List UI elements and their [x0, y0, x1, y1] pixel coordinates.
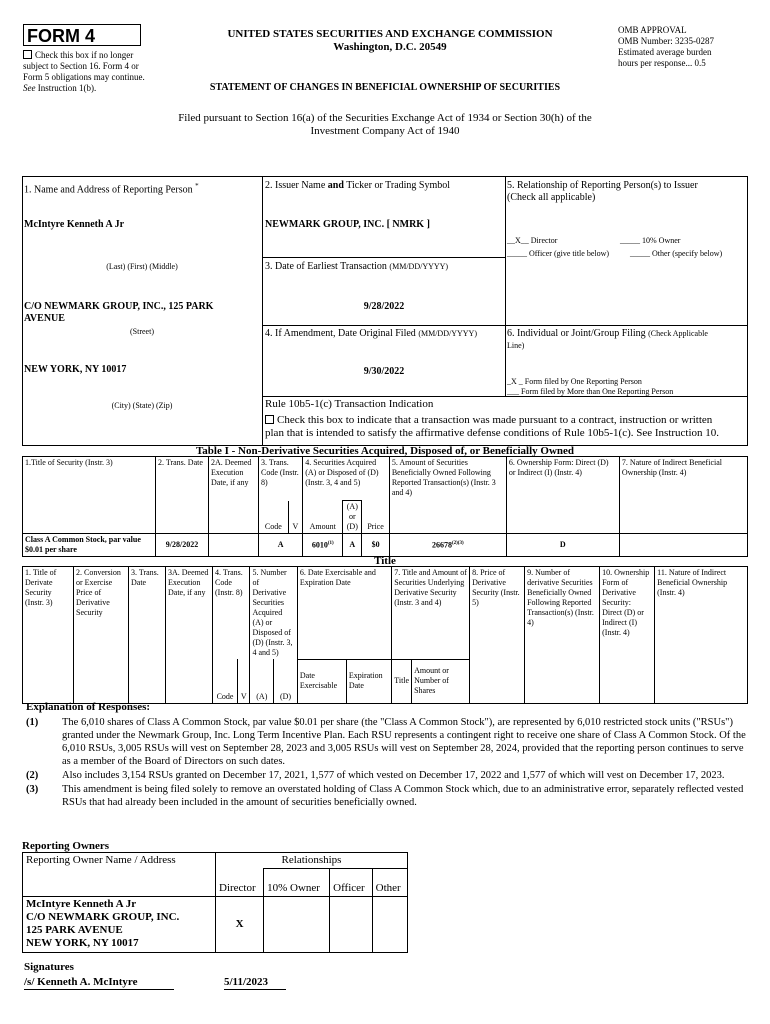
table1-title: Table I - Non-Derivative Securities Acquired, Disposed of, or Beneficially Owned — [195, 445, 575, 457]
table2 — [22, 566, 748, 704]
form-title-box — [23, 24, 141, 46]
rule-10b5-title: Rule 10b5-1(c) Transaction Indication — [265, 398, 434, 410]
box4-label: 4. If Amendment, Date Original Filed (MM/DD/YYYY) — [265, 328, 477, 339]
table2-title: Title — [374, 555, 396, 567]
t1-row-owned: $26678^{(2)(3)}$ — [389, 534, 506, 557]
t1-h2a: 2A. Deemed Execution Date, if any — [209, 457, 259, 534]
reporting-person-city: NEW YORK, NY 10017 — [24, 364, 127, 375]
form-header-left — [23, 24, 158, 94]
ro-other: Other — [372, 869, 407, 897]
table1 — [22, 456, 748, 557]
t1-v: V — [288, 501, 303, 534]
t2-h5: 5. Number of Derivative Securities Acquired (A) or Disposed of (D) (Instr. 3, 4 and 5) — [250, 567, 297, 660]
t2-d: (D) — [274, 659, 298, 703]
t1-h4: 4. Securities Acquired (A) or Disposed of (D) (Instr. 3, 4 and 5) — [303, 457, 390, 501]
omb-approval: OMB APPROVAL OMB Number: 3235-0287 Estimated average burden hours per response... 0.5 — [618, 25, 714, 68]
box5-label: 5. Relationship of Reporting Person(s) to Issuer (Check all applicable) — [507, 180, 698, 203]
rule-10b5-text: Check this box to indicate that a transaction was made pursuant to a contract, instruction or written plan that is intended to satisfy the affirmative defense conditions of Rule 10b5-1(c). See Instruction 10. — [265, 414, 720, 439]
t1-h7: 7. Nature of Indirect Beneficial Ownership (Instr. 4) — [619, 457, 747, 534]
t1-h3: 3. Trans. Code (Instr. 8) — [259, 457, 303, 501]
t2-h3: 3. Trans. Date — [129, 567, 166, 704]
relationship-10pct: _____ 10% Owner — [620, 236, 681, 245]
ro-col-rel: Relationships — [216, 853, 408, 869]
ro-10pct: 10% Owner — [264, 869, 330, 897]
t1-row-price: $0 — [362, 534, 390, 557]
ro-col-name: Reporting Owner Name / Address — [23, 853, 216, 897]
t2-date-ex: Date Exercisable — [297, 659, 346, 703]
footnote-1: (1) The 6,010 shares of Class A Common Stock, par value $0.01 per share (the "Class A Common Stock"), are represented by 6,010 restricted stock units ("RSUs") granted under the Newmark Group, Inc. Long Term Incentive Plan. Each RSU represents a contingent right to receive one share of Class A Common Stock. Of the 6,010 RSUs, 3,005 RSUs will vest on September 28, 2023 and 3,005 RSUs will vest on September 28, 2024, provided that the reporting person continues to serve as a member of the Board of Directors on such dates. — [26, 717, 746, 767]
form-title: FORM 4 — [27, 26, 96, 46]
t1-row-amount: 6010$^{(1)}$ — [303, 534, 343, 557]
agency-line1: UNITED STATES SECURITIES AND EXCHANGE COMMISSION — [227, 28, 553, 40]
amendment-original-date: 9/30/2022 — [363, 366, 405, 377]
t1-aord: (A) or (D) — [343, 501, 362, 534]
agency-heading — [180, 28, 600, 54]
t2-h4: 4. Trans. Code (Instr. 8) — [213, 567, 250, 660]
t1-price: Price — [362, 501, 390, 534]
t1-h1: 1.Title of Security (Instr. 3) — [23, 457, 156, 534]
explanation-list — [26, 716, 746, 810]
t1-h6: 6. Ownership Form: Direct (D) or Indirect (I) (Instr. 4) — [506, 457, 619, 534]
t2-exp: Expiration Date — [346, 659, 391, 703]
issuer-name: NEWMARK GROUP, INC. [ NMRK ] — [265, 219, 430, 230]
ro-officer: Officer — [330, 869, 373, 897]
t2-h9: 9. Number of derivative Securities Beneficially Owned Following Reported Transaction(s) (Instr. 4) — [525, 567, 600, 704]
footnote-3: (3) This amendment is being filed solely to remove an overstated holding of Class A Common Stock which, due to an administrative error, separately reflected vested RSUs that had already been included in the amount of securities beneficially owned. — [26, 784, 744, 808]
table-row — [23, 897, 408, 953]
filed-pursuant: Filed pursuant to Section 16(a) of the Securities Exchange Act of 1934 or Section 30(h) of the Investment Company Act of 1940 — [178, 112, 592, 137]
ro-address: McIntyre Kenneth A Jr C/O NEWMARK GROUP, INC. 125 PARK AVENUE NEW YORK, NY 10017 — [23, 897, 216, 953]
filing-one-person: _X _ Form filed by One Reporting Person — [507, 377, 642, 386]
ro-director-mark: X — [216, 897, 264, 953]
footnote-2: (2) Also includes 3,154 RSUs granted on December 17, 2021, 1,577 of which vested on December 17, 2022 and 1,577 of which will vest on December 17, 2023. — [26, 770, 725, 781]
reporting-person-street: C/O NEWMARK GROUP, INC., 125 PARK AVENUE — [24, 301, 214, 324]
street-hint: (Street) — [130, 327, 154, 336]
explanation-heading: Explanation of Responses: — [26, 701, 151, 713]
relationship-director: __X__ Director — [507, 236, 558, 245]
t2-h11: 11. Nature of Indirect Beneficial Ownership (Instr. 4) — [655, 567, 748, 704]
t1-row-form: D — [506, 534, 619, 557]
agency-line2: Washington, D.C. 20549 — [333, 41, 447, 53]
t1-row-code: A — [259, 534, 303, 557]
t1-h2: 2. Trans. Date — [156, 457, 209, 534]
t1-row-date: 9/28/2022 — [156, 534, 209, 557]
t1-amount: Amount — [303, 501, 343, 534]
t1-code: Code — [259, 501, 289, 534]
relationship-officer: _____ Officer (give title below) — [507, 249, 610, 258]
t2-h6: 6. Date Exercisable and Expiration Date — [297, 567, 391, 660]
t2-h3a: 3A. Deemed Execution Date, if any — [166, 567, 213, 704]
statement-title: STATEMENT OF CHANGES IN BENEFICIAL OWNERSHIP OF SECURITIES — [209, 82, 561, 93]
rule-10b5-checkbox[interactable] — [265, 415, 274, 424]
signature-name: /s/ Kenneth A. McIntyre — [24, 976, 174, 990]
no-longer-subject-check: Check this box if no longer subject to Section 16. Form 4 or Form 5 obligations may continue. See Instruction 1(b). — [23, 50, 145, 93]
t2-v: V — [238, 659, 250, 703]
t1-row-title: Class A Common Stock, par value $0.01 per share — [23, 534, 156, 557]
t2-h7: 7. Title and Amount of Securities Underlying Derivative Security (Instr. 3 and 4) — [392, 567, 470, 660]
signature-date: 5/11/2023 — [224, 976, 286, 990]
relationship-other: _____ Other (specify below) — [630, 249, 723, 258]
city-hint: (City) (State) (Zip) — [111, 401, 173, 410]
t2-h8: 8. Price of Derivative Security (Instr. 5) — [470, 567, 525, 704]
ro-director: Director — [216, 869, 264, 897]
t1-row-ad: A — [343, 534, 362, 557]
box2-label: 2. Issuer Name and Ticker or Trading Symbol — [265, 180, 451, 191]
t2-title: Title — [392, 659, 412, 703]
reporting-owners-table — [22, 852, 408, 953]
table-row — [23, 534, 748, 557]
t2-h1: 1. Title of Derivate Security (Instr. 3) — [23, 567, 74, 704]
box3-label: 3. Date of Earliest Transaction (MM/DD/YYYY) — [265, 261, 449, 272]
reporting-owners-heading: Reporting Owners — [22, 840, 110, 852]
filing-multiple: ___ Form filed by More than One Reporting Person — [507, 387, 674, 396]
no-longer-subject-checkbox[interactable] — [23, 50, 32, 59]
t2-a: (A) — [250, 659, 274, 703]
t2-code: Code — [213, 659, 238, 703]
name-format-hint: (Last) (First) (Middle) — [106, 262, 178, 271]
t2-h10: 10. Ownership Form of Derivative Security: Direct (D) or Indirect (I) (Instr. 4) — [600, 567, 655, 704]
signatures-heading: Signatures — [24, 961, 74, 973]
t1-h5: 5. Amount of Securities Beneficially Owned Following Reported Transaction(s) (Instr. 3 and 4) — [389, 457, 506, 534]
box1-label: 1. Name and Address of Reporting Person * — [24, 182, 199, 196]
t2-amount-or: Amount or Number of Shares — [412, 659, 470, 703]
t2-h2: 2. Conversion or Exercise Price of Derivative Security — [74, 567, 129, 704]
earliest-transaction-date: 9/28/2022 — [363, 301, 405, 312]
box6-label: 6. Individual or Joint/Group Filing (Check Applicable Line) — [507, 328, 708, 350]
reporting-person-name: McIntyre Kenneth A Jr — [24, 219, 125, 230]
